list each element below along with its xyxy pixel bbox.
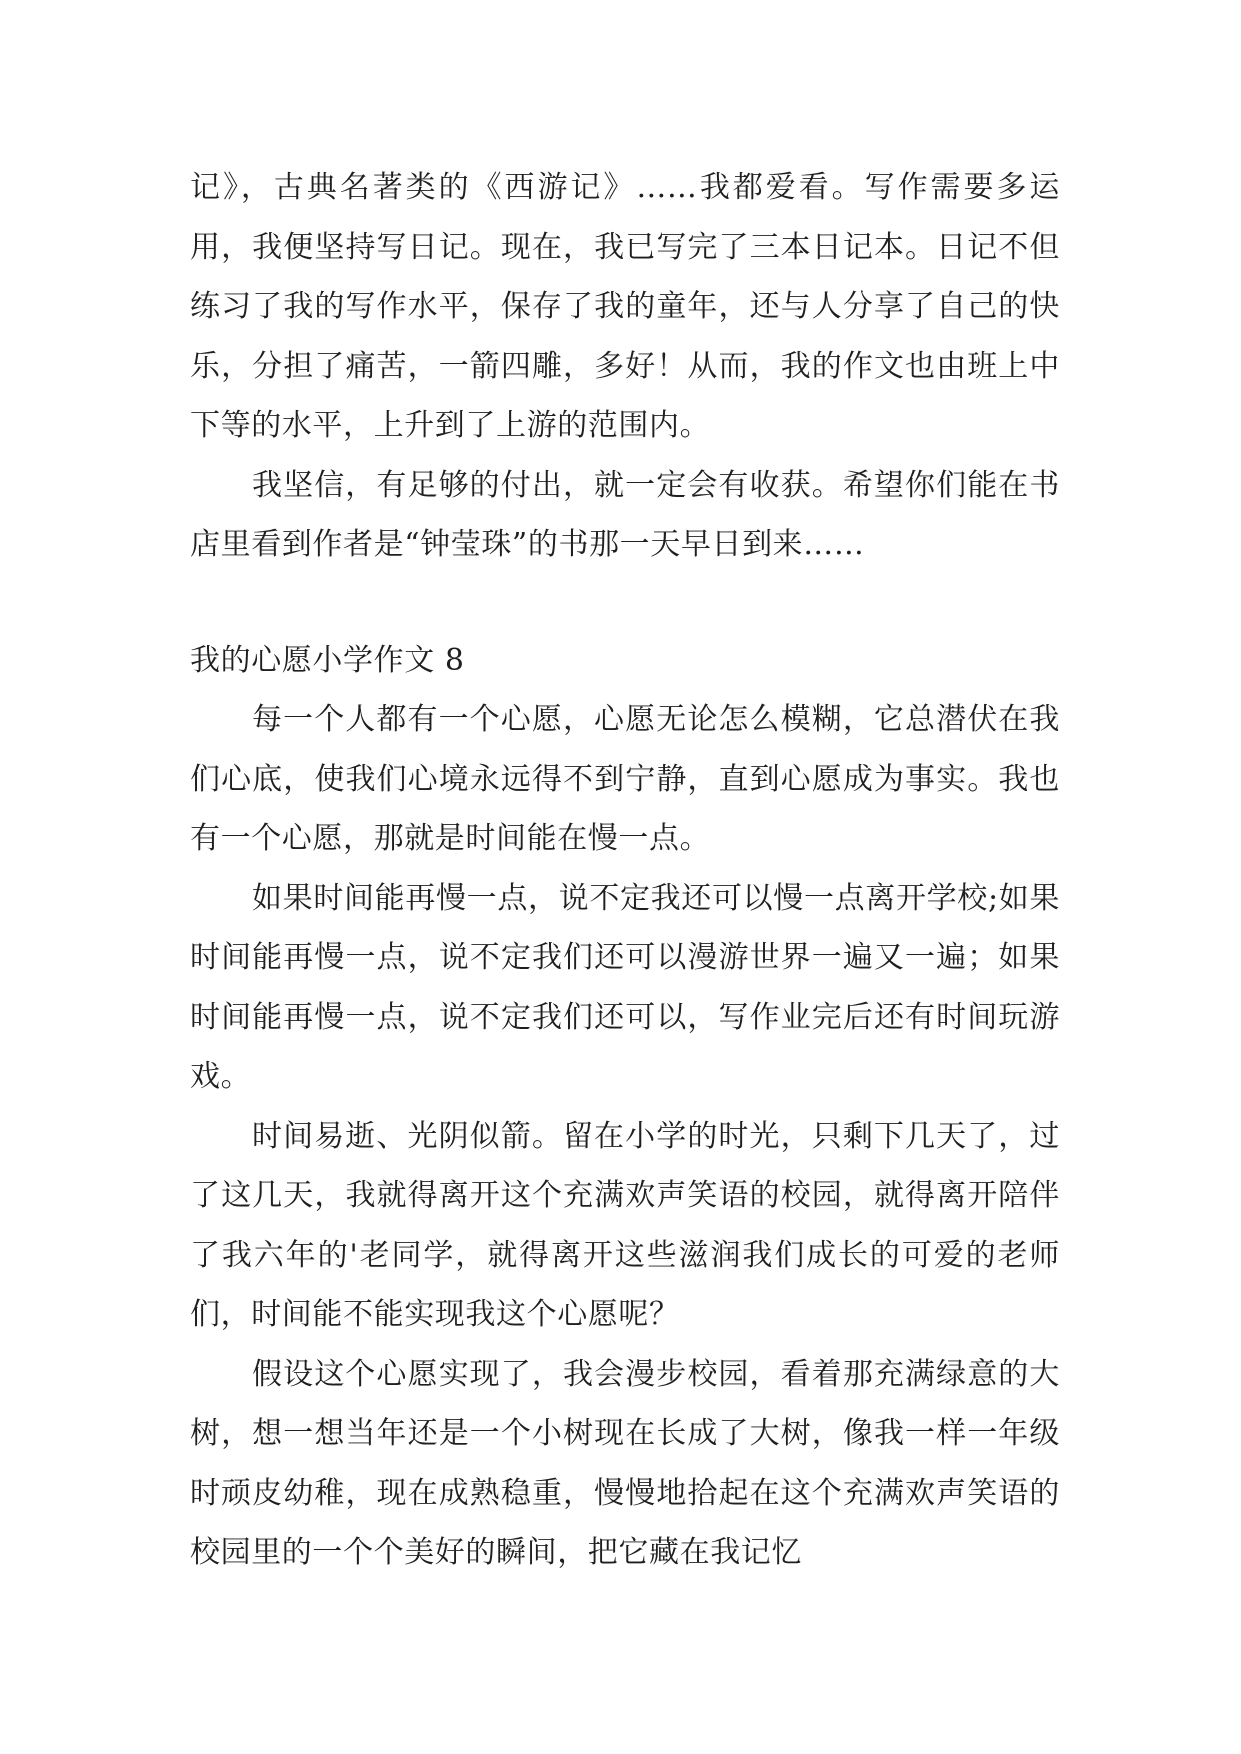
closing-paragraph: 我坚信，有足够的付出，就一定会有收获。希望你们能在书店里看到作者是“钟莹珠”的书那一天早日到来…… bbox=[190, 467, 1060, 562]
section-paragraph: 每一个人都有一个心愿，心愿无论怎么模糊，它总潜伏在我们心底，使我们心境永远得不到宁静，直到心愿成为事实。我也有一个心愿，那就是时间能在慢一点。 bbox=[190, 702, 1060, 856]
continuation-paragraph: 记》，古典名著类的《西游记》……我都爱看。写作需要多运用，我便坚持写日记。现在，我已写完了三本日记本。日记不但练习了我的写作水平，保存了我的童年，还与人分享了自己的快乐，分担了痛苦，一箭四雕，多好！从而，我的作文也由班上中下等的水平，上升到了上游的范围内。 bbox=[190, 170, 1060, 443]
section-paragraph: 如果时间能再慢一点，说不定我还可以慢一点离开学校;如果时间能再慢一点，说不定我们还可以漫游世界一遍又一遍；如果时间能再慢一点，说不定我们还可以，写作业完后还有时间玩游戏。 bbox=[190, 880, 1060, 1094]
document-body bbox=[190, 158, 1060, 1583]
section-paragraph: 时间易逝、光阴似箭。留在小学的时光，只剩下几天了，过了这几天，我就得离开这个充满欢声笑语的校园，就得离开陪伴了我六年的'老同学，就得离开这些滋润我们成长的可爱的老师们，时间能不能实现我这个心愿呢？ bbox=[190, 1118, 1060, 1332]
section-title: 我的心愿小学作文 8 bbox=[190, 642, 465, 678]
section-paragraph: 假设这个心愿实现了，我会漫步校园，看着那充满绿意的大树，想一想当年还是一个小树现在长成了大树，像我一样一年级时顽皮幼稚，现在成熟稳重，慢慢地拾起在这个充满欢声笑语的校园里的一个个美好的瞬间，把它藏在我记忆 bbox=[190, 1356, 1060, 1570]
